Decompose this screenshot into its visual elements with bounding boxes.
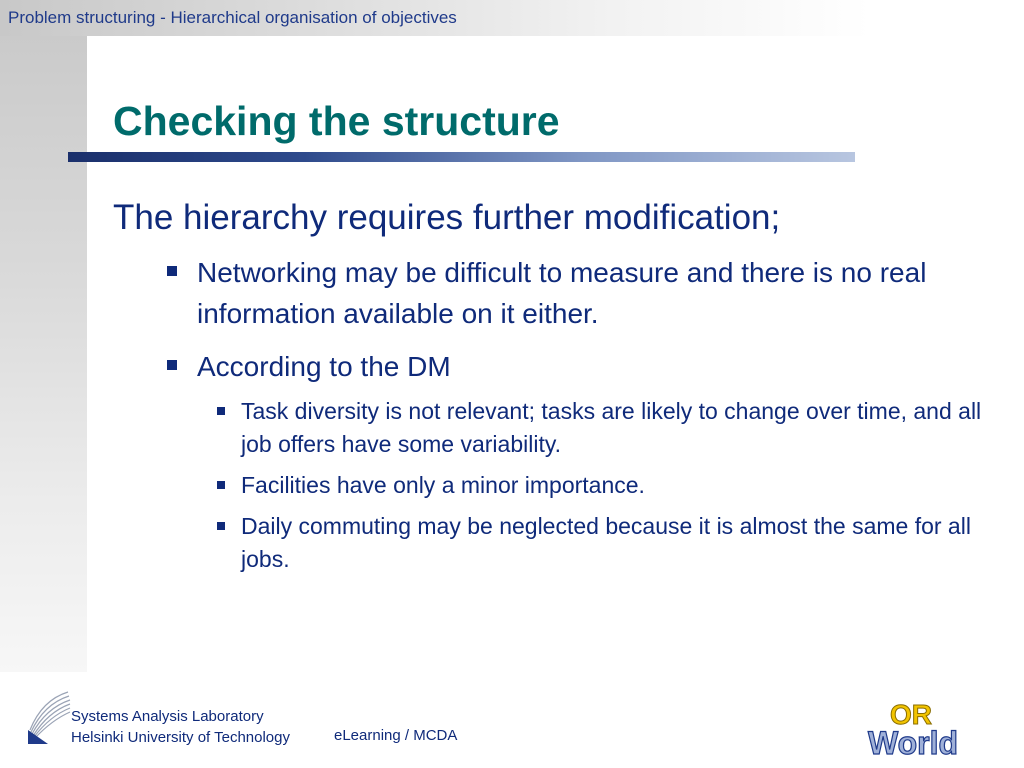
lab-name [71, 706, 290, 748]
sidebar-gradient [0, 0, 87, 672]
sub-bullet-item [241, 469, 1001, 502]
logo-world-text: World [868, 725, 959, 760]
university-logo-icon [22, 686, 72, 746]
square-bullet-icon [217, 407, 225, 415]
sub-bullet-text: Facilities have only a minor importance. [241, 472, 645, 498]
bullet-item [197, 252, 1003, 334]
sub-bullet-text: Task diversity is not relevant; tasks are likely to change over time, and all job offers have some variability. [241, 398, 982, 457]
bullet-item [197, 346, 1003, 387]
bullet-text: According to the DM [197, 351, 451, 382]
sub-bullet-item [241, 510, 1001, 576]
title-underline [68, 152, 855, 162]
slide-content [113, 196, 1003, 576]
logo-or-text: OR [890, 699, 932, 730]
square-bullet-icon [167, 360, 177, 370]
square-bullet-icon [217, 522, 225, 530]
sub-bullet-item [241, 395, 1001, 461]
square-bullet-icon [167, 266, 177, 276]
bullet-text: Networking may be difficult to measure and there is no real information available on it either. [197, 257, 927, 329]
intro-text: The hierarchy requires further modification; [113, 198, 781, 237]
or-world-logo-icon [866, 698, 1008, 760]
lab-line-1: Systems Analysis Laboratory [71, 708, 264, 725]
course-label: eLearning / MCDA [334, 727, 458, 744]
sub-bullet-text: Daily commuting may be neglected because it is almost the same for all jobs. [241, 513, 971, 572]
header-title: Problem structuring - Hierarchical organisation of objectives [8, 8, 457, 27]
slide-title: Checking the structure [113, 98, 560, 144]
square-bullet-icon [217, 481, 225, 489]
lab-line-2: Helsinki University of Technology [71, 729, 290, 746]
